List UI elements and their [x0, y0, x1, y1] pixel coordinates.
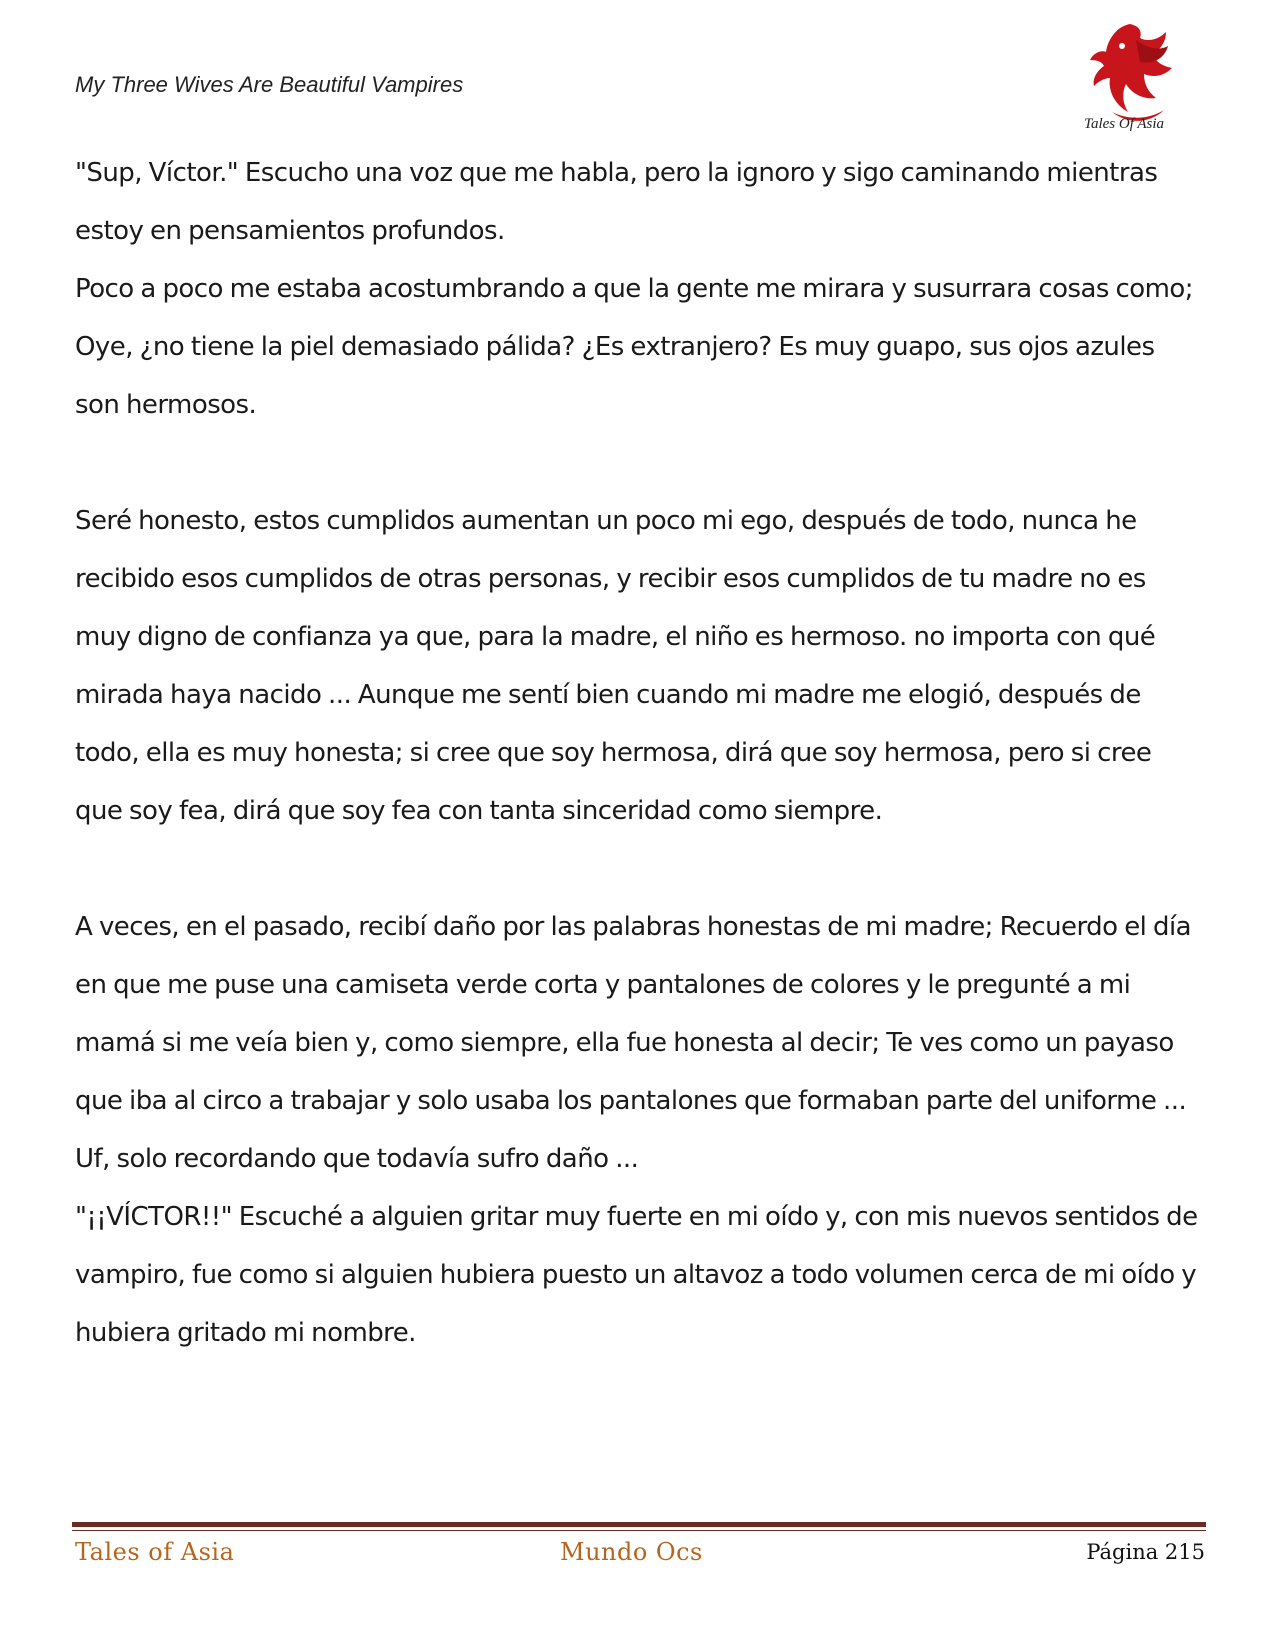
paragraph: Seré honesto, estos cumplidos aumentan un poco mi ego, después de todo, nunca he recibido esos cumplidos de otras personas, y recibir esos cumplidos de tu madre no es muy digno de confianza ya que, para la madre, el niño es hermoso. no importa con qué mirada haya nacido ... Aunque me sentí bien cuando mi madre me elogió, después de todo, ella es muy honesta; si cree que soy hermosa, dirá que soy hermosa, pero si cree que soy fea, dirá que soy fea con tanta sinceridad como siempre.: [75, 506, 1156, 826]
paragraph: "¡¡VÍCTOR!!" Escuché a alguien gritar muy fuerte en mi oído y, con mis nuevos sentidos de vampiro, fue como si alguien hubiera puesto un altavoz a todo volumen cerca de mi oído y hubiera gritado mi nombre.: [75, 1202, 1198, 1348]
paragraph: Poco a poco me estaba acostumbrando a que la gente me mirara y susurrara cosas como; Oye, ¿no tiene la piel demasiado pálida? ¿Es extranjero? Es muy guapo, sus ojos azules son hermosos.: [75, 274, 1193, 420]
footer-divider: [72, 1522, 1206, 1527]
page-body: [75, 144, 1205, 1362]
paragraph: Uf, solo recordando que todavía sufro daño ...: [75, 1144, 639, 1174]
page-number: Página 215: [1086, 1540, 1205, 1564]
footer-divider-thin: [72, 1530, 1206, 1531]
footer-translator: Mundo Ocs: [560, 1538, 703, 1566]
footer-brand: Tales of Asia: [75, 1538, 235, 1566]
paragraph: "Sup, Víctor." Escucho una voz que me habla, pero la ignoro y sigo caminando mientras estoy en pensamientos profundos.: [75, 158, 1158, 246]
header-title: My Three Wives Are Beautiful Vampires: [75, 72, 464, 97]
paragraph: A veces, en el pasado, recibí daño por las palabras honestas de mi madre; Recuerdo el día en que me puse una camiseta verde corta y pantalones de colores y le pregunté a mi mamá si me veía bien y, como siempre, ella fue honesta al decir; Te ves como un payaso que iba al circo a trabajar y solo usaba los pantalones que formaban parte del uniforme ...: [75, 912, 1192, 1116]
logo-text: Tales Of Asia: [1084, 116, 1165, 132]
